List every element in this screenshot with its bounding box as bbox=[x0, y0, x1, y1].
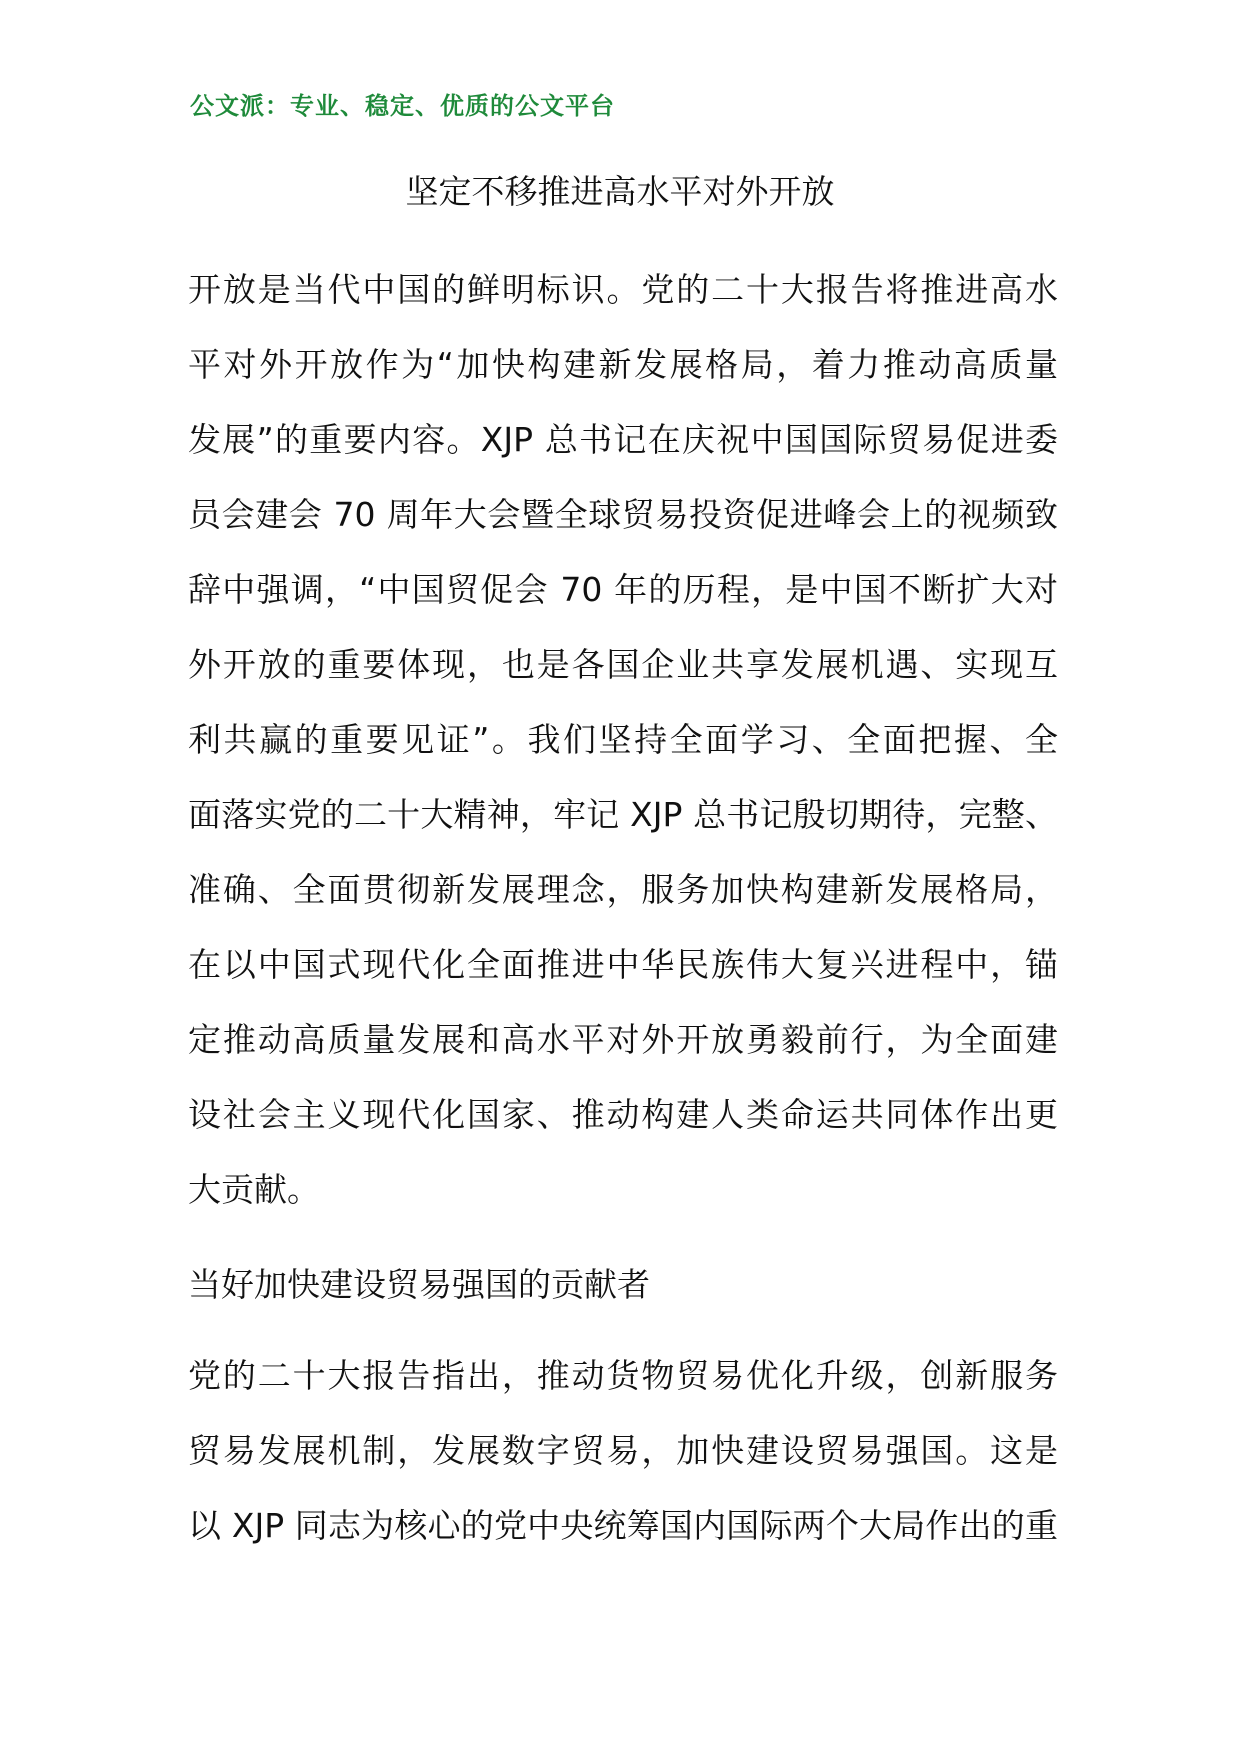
paragraph-line: 党的二十大报告指出，推动货物贸易优化升级，创新服务 bbox=[188, 1356, 1058, 1395]
paragraph-line: 在以中国式现代化全面推进中华民族伟大复兴进程中，锚 bbox=[188, 945, 1058, 984]
paragraph-line: 以 XJP 同志为核心的党中央统筹国内国际两个大局作出的重 bbox=[188, 1506, 1058, 1545]
paragraph-line: 利共赢的重要见证”。我们坚持全面学习、全面把握、全 bbox=[188, 720, 1058, 759]
paragraph-line: 平对外开放作为“加快构建新发展格局，着力推动高质量 bbox=[188, 345, 1058, 384]
paragraph-line: 定推动高质量发展和高水平对外开放勇毅前行，为全面建 bbox=[188, 1020, 1058, 1059]
paragraph-line: 面落实党的二十大精神，牢记 XJP 总书记殷切期待，完整、 bbox=[188, 795, 1058, 834]
paragraph-line: 辞中强调，“中国贸促会 70 年的历程，是中国不断扩大对 bbox=[188, 570, 1058, 609]
paragraph-line: 设社会主义现代化国家、推动构建人类命运共同体作出更 bbox=[188, 1095, 1058, 1134]
paragraph-line: 准确、全面贯彻新发展理念，服务加快构建新发展格局， bbox=[188, 870, 1058, 909]
site-slogan-header: 公文派：专业、稳定、优质的公文平台 bbox=[190, 92, 615, 120]
paragraph-line: 大贡献。 bbox=[188, 1170, 320, 1209]
paragraph-line: 贸易发展机制，发展数字贸易，加快建设贸易强国。这是 bbox=[188, 1431, 1058, 1470]
paragraph-line: 外开放的重要体现，也是各国企业共享发展机遇、实现互 bbox=[188, 645, 1058, 684]
section-subheading: 当好加快建设贸易强国的贡献者 bbox=[188, 1265, 650, 1304]
paragraph-line: 员会建会 70 周年大会暨全球贸易投资促进峰会上的视频致 bbox=[188, 495, 1058, 534]
paragraph-line: 发展”的重要内容。XJP 总书记在庆祝中国国际贸易促进委 bbox=[188, 420, 1058, 459]
paragraph-2 bbox=[188, 1338, 1058, 1563]
paragraph-1 bbox=[188, 252, 1058, 1227]
paragraph-line: 开放是当代中国的鲜明标识。党的二十大报告将推进高水 bbox=[188, 270, 1058, 309]
document-title: 坚定不移推进高水平对外开放 bbox=[405, 172, 835, 211]
